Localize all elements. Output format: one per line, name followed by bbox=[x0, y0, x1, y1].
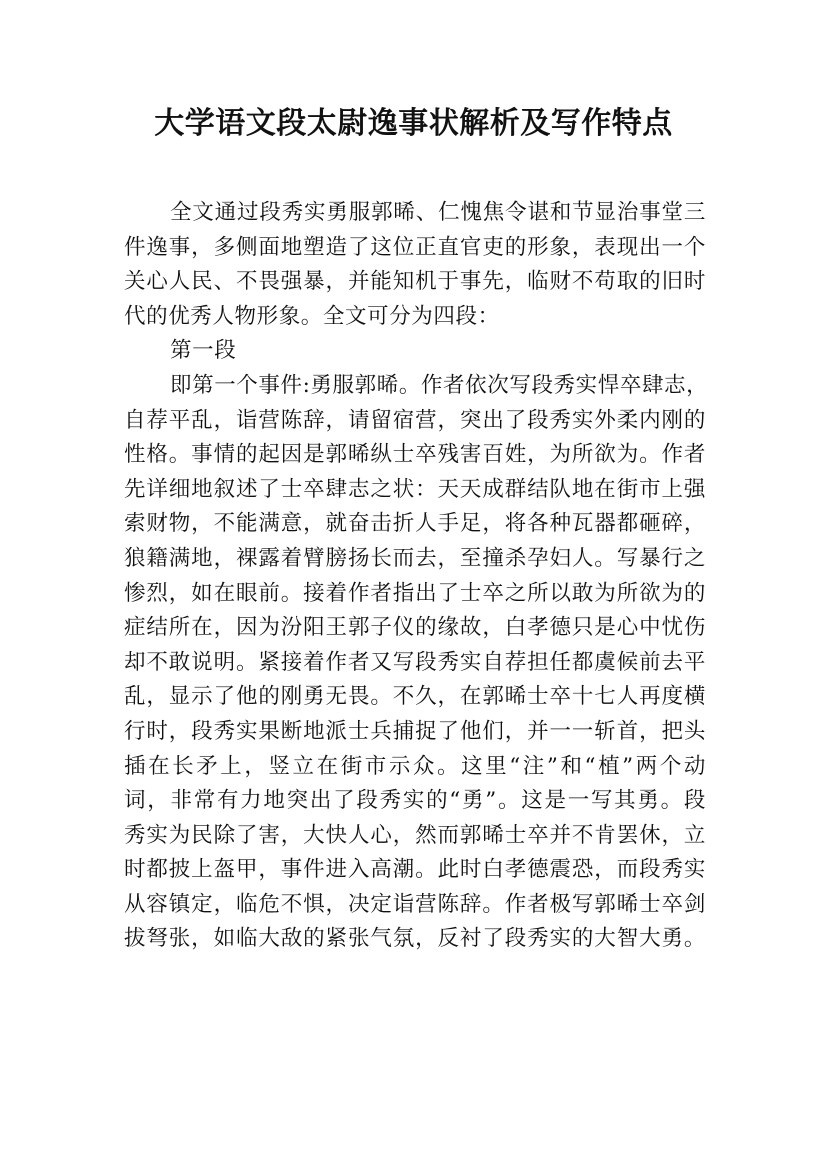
paragraph-2-line-8: 症结所在，因为汾阳王郭子仪的缘故，白孝德只是心中忧伤 bbox=[124, 615, 706, 641]
paragraph-2-line-5: 索财物，不能满意，就奋击折人手足，将各种瓦器都砸碎， bbox=[124, 511, 706, 537]
paragraph-2-line-14: 秀实为民除了害，大快人心，然而郭晞士卒并不肯罢休，立 bbox=[124, 822, 706, 848]
paragraph-2-line-11: 行时，段秀实果断地派士兵捕捉了他们，并一一斩首，把头 bbox=[124, 718, 706, 744]
paragraph-2-line-4: 先详细地叙述了士卒肆志之状：天天成群结队地在街市上强 bbox=[124, 476, 706, 502]
document-title: 大学语文段太尉逸事状解析及写作特点 bbox=[154, 106, 673, 141]
paragraph-2-line-16: 从容镇定，临危不惧，决定诣营陈辞。作者极写郭晞士卒剑 bbox=[124, 891, 706, 917]
section-heading: 第一段 bbox=[170, 338, 237, 364]
paragraph-1-line-1: 全文通过段秀实勇服郭晞、仁愧焦令谌和节显治事堂三 bbox=[170, 200, 706, 225]
paragraph-2-line-1: 即第一个事件:勇服郭晞。作者依次写段秀实悍卒肆志， bbox=[170, 372, 709, 398]
paragraph-2-line-17: 拔弩张，如临大敌的紧张气氛，反衬了段秀实的大智大勇。 bbox=[124, 926, 706, 952]
paragraph-2-line-3: 性格。事情的起因是郭晞纵士卒残害百姓，为所欲为。作者 bbox=[124, 442, 706, 468]
paragraph-2-line-9: 却不敢说明。紧接着作者又写段秀实自荐担任都虞候前去平 bbox=[124, 649, 706, 675]
paragraph-2-line-6: 狼籍满地，裸露着臂膀扬长而去，至撞杀孕妇人。写暴行之 bbox=[124, 545, 706, 571]
paragraph-2-line-15: 时都披上盔甲，事件进入高潮。此时白孝德震恐，而段秀实 bbox=[124, 857, 706, 883]
paragraph-1-line-2: 件逸事，多侧面地塑造了这位正直官吏的形象，表现出一个 bbox=[124, 234, 706, 260]
document-body bbox=[124, 196, 709, 957]
paragraph-2-line-10: 乱，显示了他的刚勇无畏。不久，在郭晞士卒十七人再度横 bbox=[124, 684, 706, 710]
paragraph-2-line-13: 词，非常有力地突出了段秀实的“勇”。这是一写其勇。段 bbox=[124, 788, 706, 814]
paragraph-2-line-2: 自荐平乱，诣营陈辞，请留宿营，突出了段秀实外柔内刚的 bbox=[124, 407, 706, 433]
paragraph-1-line-4: 代的优秀人物形象。全文可分为四段： bbox=[124, 303, 500, 329]
paragraph-1-line-3: 关心人民、不畏强暴，并能知机于事先，临财不苟取的旧时 bbox=[124, 269, 706, 295]
paragraph-2-line-7: 惨烈，如在眼前。接着作者指出了士卒之所以敢为所欲为的 bbox=[124, 580, 706, 606]
paragraph-2-line-12: 插在长矛上，竖立在街市示众。这里“注”和“植”两个动 bbox=[124, 753, 706, 779]
